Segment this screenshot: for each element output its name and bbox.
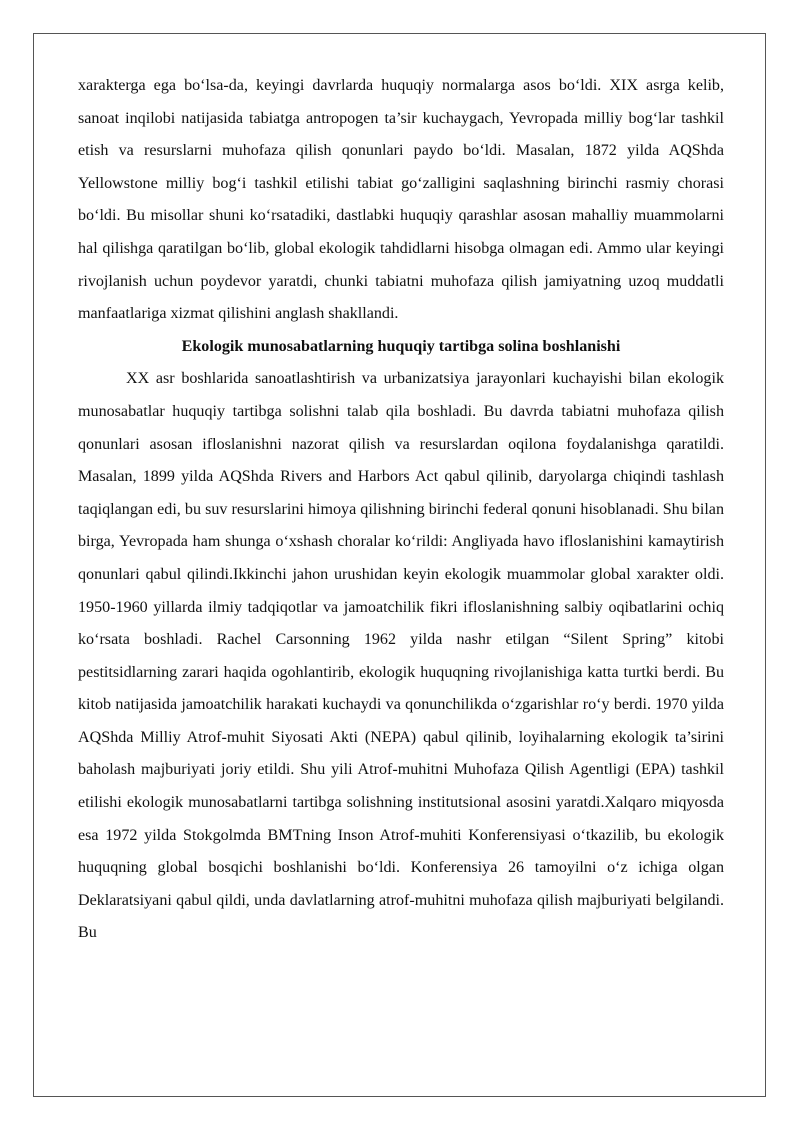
paragraph: XX asr boshlarida sanoatlashtirish va urbanizatsiya jarayonlari kuchayishi bilan ekologik munosabatlar huquqiy tartibga solishni talab qila boshladi. Bu davrda tabiatni muhofaza qilish qonunlari asosan ifloslanishni nazorat qilish va resurslardan oqilona foydalanishga qaratildi. Masalan, 1899 yilda AQShda Rivers and Harbors Act qabul qilinib, daryolarga chiqindi tashlash taqiqlangan edi, bu suv resurslarini himoya qilishning birinchi federal qonuni hisoblanadi. Shu bilan birga, Yevropada ham shunga o‘xshash choralar ko‘rildi: Angliyada havo ifloslanishini kamaytirish qonunlari qabul qilindi.Ikkinchi jahon urushidan keyin ekologik muammolar global xarakter oldi. 1950-1960 yillarda ilmiy tadqiqotlar va jamoatchilik fikri ifloslanishning salbiy oqibatlarini ochiq ko‘rsata boshladi. Rachel Carsonning 1962 yilda nashr etilgan “Silent Spring” kitobi pestitsidlarning zarari haqida ogohlantirib, ekologik huquqning rivojlanishiga katta turtki berdi. Bu kitob natijasida jamoatchilik harakati kuchaydi va qonunchilikda o‘zgarishlar ro‘y berdi. 1970 yilda AQShda Milliy Atrof-muhit Siyosati Akti (NEPA) qabul qilinib, loyihalarning ekologik ta’sirini baholash majburiyati joriy etildi. Shu yili Atrof-muhitni Muhofaza Qilish Agentligi (EPA) tashkil etilishi ekologik munosabatlarni tartibga solishning institutsional asosini yaratdi.Xalqaro miqyosda esa 1972 yilda Stokgolmda BMTning Inson Atrof-muhiti Konferensiyasi o‘tkazilib, bu ekologik huquqning global bosqichi boshlanishi bo‘ldi. Konferensiya 26 tamoyilni o‘z ichiga olgan Deklaratsiyani qabul qildi, unda davlatlarning atrof-muhitni muhofaza qilish majburiyati belgilandi. Bu bbox=[78, 370, 724, 942]
section-heading: Ekologik munosabatlarning huquqiy tartibga solina boshlanishi bbox=[181, 337, 621, 355]
paragraph: xarakterga ega bo‘lsa-da, keyingi davrlarda huquqiy normalarga asos bo‘ldi. XIX asrga kelib, sanoat inqilobi natijasida tabiatga antropogen ta’sir kuchaygach, Yevropada milliy bog‘lar tashkil etish va resurslarni muhofaza qilish qonunlari paydo bo‘ldi. Masalan, 1872 yilda AQShda Yellowstone milliy bog‘i tashkil etilishi tabiat go‘zalligini saqlashning birinchi rasmiy chorasi bo‘ldi. Bu misollar shuni ko‘rsatadiki, dastlabki huquqiy qarashlar asosan mahalliy muammolarni hal qilishga qaratilgan bo‘lib, global ekologik tahdidlarni hisobga olmagan edi. Ammo ular keyingi rivojlanish uchun poydevor yaratdi, chunki tabiatni muhofaza qilish jamiyatning uzoq muddatli manfaatlariga xizmat qilishini anglash shakllandi. bbox=[78, 77, 724, 323]
document-body bbox=[78, 70, 724, 950]
